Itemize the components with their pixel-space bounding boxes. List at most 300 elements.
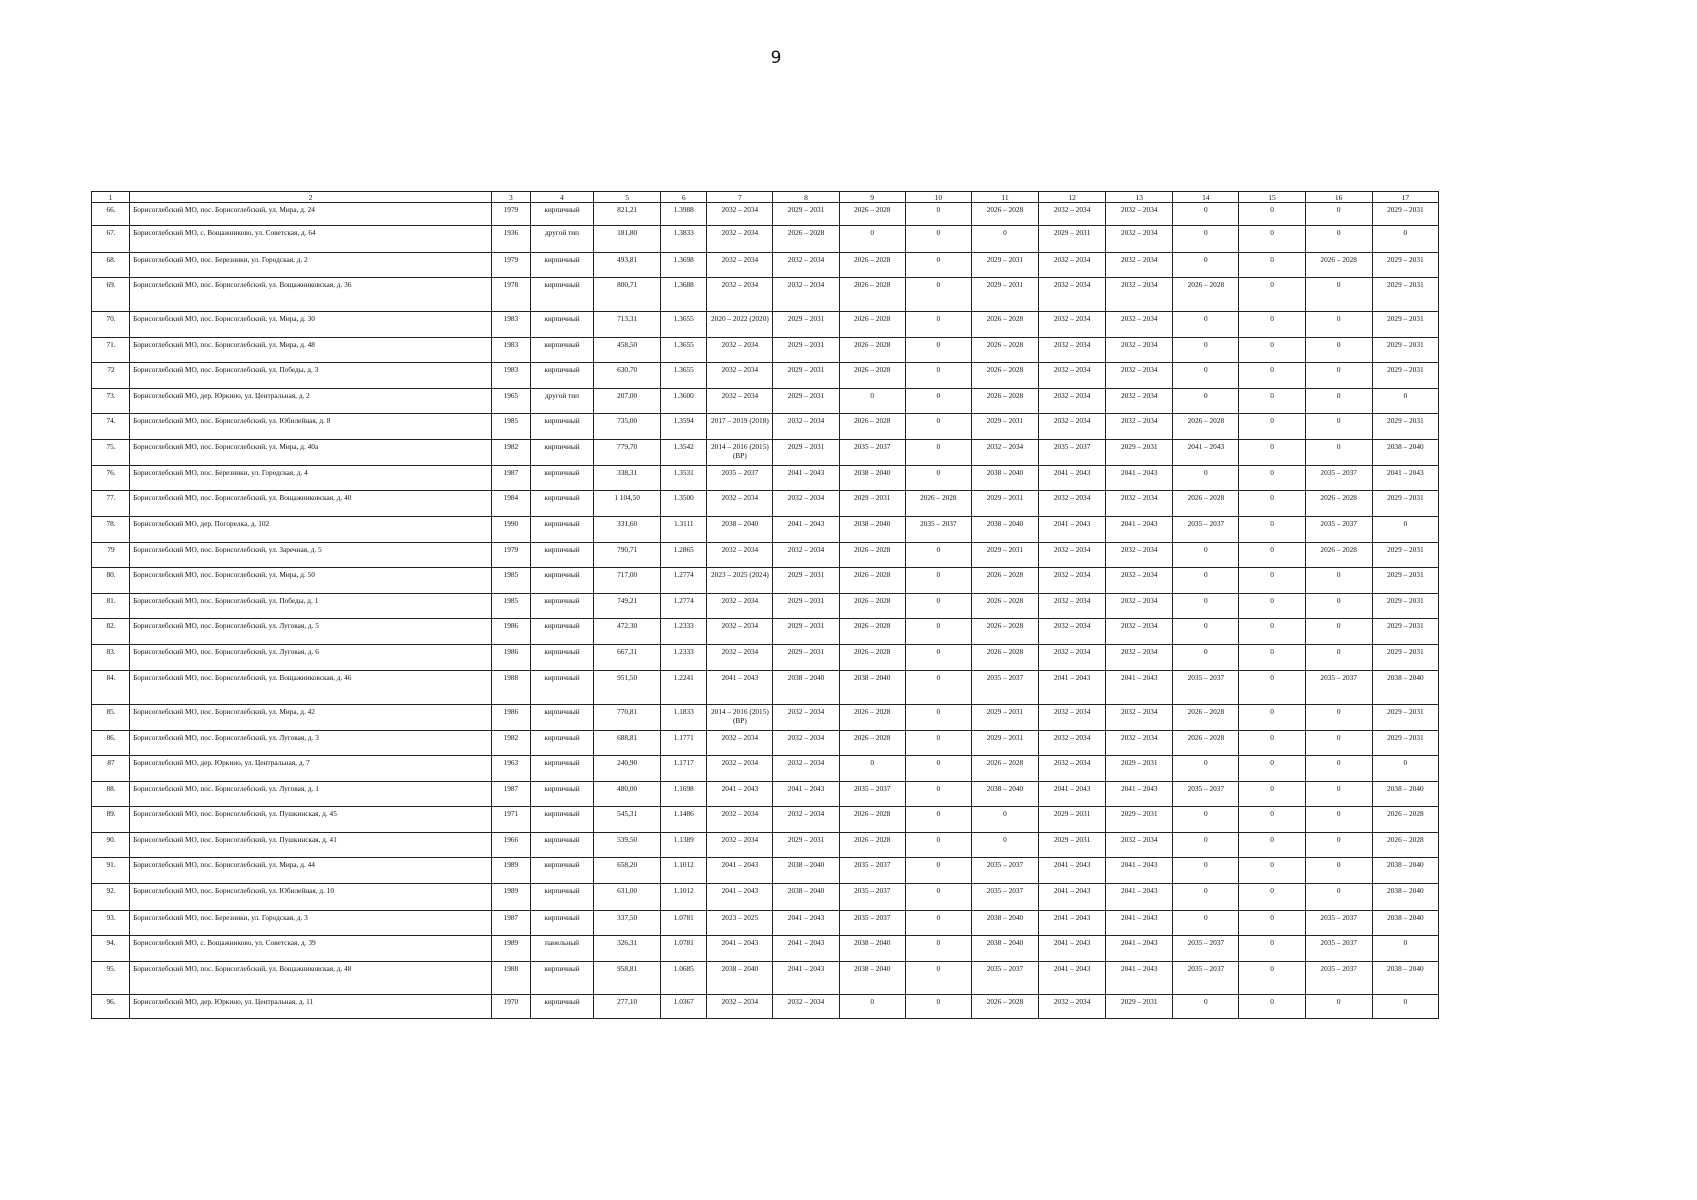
table-cell: 2026 – 2028 <box>971 568 1038 594</box>
table-cell: 1.3594 <box>661 414 707 440</box>
table-row <box>92 645 1439 671</box>
table-cell: 0 <box>1173 568 1239 594</box>
table-cell: 2032 – 2034 <box>773 253 839 278</box>
table-cell: 2032 – 2034 <box>1106 731 1173 756</box>
table-cell: кирпичный <box>530 671 593 705</box>
table-cell: 2026 – 2028 <box>839 363 905 389</box>
column-number-7: 7 <box>707 192 773 203</box>
table-cell: кирпичный <box>530 756 593 782</box>
table-cell: 2032 – 2034 <box>773 705 839 731</box>
table-cell: 472,30 <box>594 619 661 645</box>
table-cell: 2029 – 2031 <box>773 312 839 338</box>
table-cell: 0 <box>1239 517 1305 543</box>
table-cell: 688,81 <box>594 731 661 756</box>
table-cell: 1979 <box>491 543 530 568</box>
table-cell: 2032 – 2034 <box>707 645 773 671</box>
table-cell: 630,70 <box>594 363 661 389</box>
table-cell: 1989 <box>491 936 530 962</box>
table-cell: 2041 – 2043 <box>1039 911 1106 936</box>
row-number: 66. <box>92 203 130 226</box>
table-cell: 0 <box>1239 671 1305 705</box>
table-cell: 2026 – 2028 <box>839 543 905 568</box>
column-number-2: 2 <box>130 192 492 203</box>
row-number: 72 <box>92 363 130 389</box>
table-cell: 2035 – 2037 <box>1305 911 1372 936</box>
table-cell: 2041 – 2043 <box>1039 671 1106 705</box>
table-cell: 2035 – 2037 <box>971 962 1038 995</box>
table-cell: 2041 – 2043 <box>1039 884 1106 911</box>
table-cell: 0 <box>1173 253 1239 278</box>
address-cell: Борисоглебский МО, дер. Юркино, ул. Центральная, д. 2 <box>130 389 492 414</box>
row-number: 74. <box>92 414 130 440</box>
table-row <box>92 389 1439 414</box>
table-cell: кирпичный <box>530 705 593 731</box>
table-cell: 2026 – 2028 <box>1372 807 1438 833</box>
table-cell: 0 <box>1239 731 1305 756</box>
table-cell: кирпичный <box>530 911 593 936</box>
table-cell: 2029 – 2031 <box>1372 645 1438 671</box>
table-cell: 0 <box>971 833 1038 858</box>
row-number: 90. <box>92 833 130 858</box>
row-number: 94. <box>92 936 130 962</box>
table-cell: 1.2774 <box>661 594 707 619</box>
table-cell: 0 <box>1305 594 1372 619</box>
table-cell: 2032 – 2034 <box>1039 312 1106 338</box>
address-cell: Борисоглебский МО, пос. Березники, ул. Городская, д. 4 <box>130 466 492 491</box>
table-cell: 2032 – 2034 <box>1106 363 1173 389</box>
table-cell: 0 <box>1239 466 1305 491</box>
table-cell: кирпичный <box>530 312 593 338</box>
address-cell: Борисоглебский МО, пос. Борисоглебский, ул. Вощажниковская, д. 36 <box>130 278 492 312</box>
table-cell: 0 <box>1173 858 1239 884</box>
table-cell: 2041 – 2043 <box>1106 782 1173 807</box>
address-cell: Борисоглебский МО, пос. Борисоглебский, ул. Мира, д. 50 <box>130 568 492 594</box>
table-cell: 0 <box>1173 995 1239 1019</box>
table-cell: 1987 <box>491 911 530 936</box>
table-cell: 1966 <box>491 833 530 858</box>
table-cell: 0 <box>1239 312 1305 338</box>
table-cell: 2026 – 2028 <box>839 414 905 440</box>
table-cell: 2035 – 2037 <box>1173 517 1239 543</box>
table-cell: 0 <box>1173 645 1239 671</box>
table-cell: 2026 – 2028 <box>971 389 1038 414</box>
table-cell: 2032 – 2034 <box>1039 253 1106 278</box>
table-cell: кирпичный <box>530 833 593 858</box>
table-cell: 2032 – 2034 <box>1039 363 1106 389</box>
table-cell: 1986 <box>491 619 530 645</box>
table-cell: 1985 <box>491 414 530 440</box>
table-cell: 0 <box>1372 226 1438 253</box>
column-number-14: 14 <box>1173 192 1239 203</box>
table-cell: 2032 – 2034 <box>707 833 773 858</box>
table-cell: 0 <box>971 807 1038 833</box>
table-cell: 2026 – 2028 <box>839 312 905 338</box>
table-cell: 2041 – 2043 <box>1106 962 1173 995</box>
table-row <box>92 363 1439 389</box>
table-cell: 0 <box>1239 594 1305 619</box>
table-cell: 2032 – 2034 <box>707 594 773 619</box>
table-cell: 1.0781 <box>661 911 707 936</box>
table-cell: 0 <box>1173 226 1239 253</box>
table-cell: 2029 – 2031 <box>1106 756 1173 782</box>
table-cell: 2032 – 2034 <box>773 278 839 312</box>
table-cell: 1.2333 <box>661 619 707 645</box>
table-cell: 2026 – 2028 <box>1173 731 1239 756</box>
table-cell: 2041 – 2043 <box>1039 782 1106 807</box>
table-cell: 0 <box>1173 543 1239 568</box>
table-cell: 2029 – 2031 <box>1372 203 1438 226</box>
row-number: 79 <box>92 543 130 568</box>
address-cell: Борисоглебский МО, пос. Борисоглебский, ул. Мира, д. 42 <box>130 705 492 731</box>
table-cell: 1971 <box>491 807 530 833</box>
table-cell: 0 <box>1239 278 1305 312</box>
table-row <box>92 833 1439 858</box>
column-number-8: 8 <box>773 192 839 203</box>
table-cell: 958,81 <box>594 962 661 995</box>
table-cell: 2038 – 2040 <box>971 517 1038 543</box>
table-cell: 2026 – 2028 <box>905 491 971 517</box>
table-cell: 2026 – 2028 <box>1173 705 1239 731</box>
table-cell: 1982 <box>491 440 530 466</box>
table-cell: 2041 – 2043 <box>1106 911 1173 936</box>
table-cell: 2029 – 2031 <box>839 491 905 517</box>
table-cell: 0 <box>1239 253 1305 278</box>
table-cell: 2032 – 2034 <box>707 278 773 312</box>
address-cell: Борисоглебский МО, пос. Борисоглебский, ул. Заречная, д. 5 <box>130 543 492 568</box>
row-number: 85. <box>92 705 130 731</box>
table-cell: 2032 – 2034 <box>1039 414 1106 440</box>
table-cell: 539,50 <box>594 833 661 858</box>
table-cell: 2029 – 2031 <box>971 705 1038 731</box>
table-cell: 2032 – 2034 <box>1106 833 1173 858</box>
table-cell: 1.2241 <box>661 671 707 705</box>
table-cell: 0 <box>1173 312 1239 338</box>
table-cell: 2026 – 2028 <box>971 363 1038 389</box>
table-row <box>92 962 1439 995</box>
table-cell: 2032 – 2034 <box>707 756 773 782</box>
table-row <box>92 671 1439 705</box>
table-cell: 0 <box>905 389 971 414</box>
table-cell: 2032 – 2034 <box>707 491 773 517</box>
table-cell: 0 <box>1305 731 1372 756</box>
table-cell: 0 <box>905 995 971 1019</box>
address-cell: Борисоглебский МО, с. Вощажниково, ул. Советская, д. 39 <box>130 936 492 962</box>
column-number-1: 1 <box>92 192 130 203</box>
table-cell: 0 <box>905 671 971 705</box>
table-cell: кирпичный <box>530 517 593 543</box>
table-cell: 2029 – 2031 <box>1372 594 1438 619</box>
table-cell: 2041 – 2043 <box>1039 936 1106 962</box>
table-cell: 1983 <box>491 363 530 389</box>
table-cell: 800,71 <box>594 278 661 312</box>
table-cell: 1.3655 <box>661 363 707 389</box>
table-row <box>92 858 1439 884</box>
table-cell: 2032 – 2034 <box>773 807 839 833</box>
table-cell: 0 <box>1372 936 1438 962</box>
table-cell: 0 <box>1173 363 1239 389</box>
table-cell: 2038 – 2040 <box>1372 671 1438 705</box>
table-cell: 0 <box>905 253 971 278</box>
table-cell: 2041 – 2043 <box>1106 466 1173 491</box>
table-cell: 2029 – 2031 <box>1372 619 1438 645</box>
column-number-13: 13 <box>1106 192 1173 203</box>
table-cell: 2026 – 2028 <box>971 619 1038 645</box>
table-cell: 0 <box>905 884 971 911</box>
table-cell: 0 <box>1173 389 1239 414</box>
table-row <box>92 731 1439 756</box>
table-cell: 2041 – 2043 <box>773 466 839 491</box>
table-cell: 2026 – 2028 <box>839 807 905 833</box>
table-row <box>92 756 1439 782</box>
table-cell: 0 <box>1305 858 1372 884</box>
table-cell: 2041 – 2043 <box>1106 517 1173 543</box>
row-number: 77. <box>92 491 130 517</box>
table-cell: 2032 – 2034 <box>1039 389 1106 414</box>
table-cell: 2026 – 2028 <box>971 312 1038 338</box>
address-cell: Борисоглебский МО, пос. Борисоглебский, ул. Мира, д. 24 <box>130 203 492 226</box>
table-cell: 2026 – 2028 <box>839 253 905 278</box>
table-cell: 2035 – 2037 <box>1305 517 1372 543</box>
table-cell: 2041 – 2043 <box>773 936 839 962</box>
table-cell: 2032 – 2034 <box>773 731 839 756</box>
table-cell: 493,81 <box>594 253 661 278</box>
table-cell: другой тип <box>530 389 593 414</box>
table-cell: 0 <box>1239 995 1305 1019</box>
table-cell: 2026 – 2028 <box>971 338 1038 363</box>
table-row <box>92 491 1439 517</box>
table-cell: 0 <box>1305 995 1372 1019</box>
table-cell: 2029 – 2031 <box>773 203 839 226</box>
table-cell: 0 <box>905 363 971 389</box>
table-cell: 2032 – 2034 <box>773 995 839 1019</box>
table-cell: 2026 – 2028 <box>1173 414 1239 440</box>
table-cell: 331,60 <box>594 517 661 543</box>
table-cell: 2029 – 2031 <box>773 338 839 363</box>
table-cell: 2029 – 2031 <box>1039 226 1106 253</box>
table-cell: 2041 – 2043 <box>773 517 839 543</box>
table-cell: 2032 – 2034 <box>707 203 773 226</box>
table-cell: 0 <box>905 203 971 226</box>
table-cell: 2035 – 2037 <box>839 782 905 807</box>
table-cell: 2026 – 2028 <box>773 226 839 253</box>
table-cell: 2038 – 2040 <box>839 936 905 962</box>
address-cell: Борисоглебский МО, пос. Борисоглебский, ул. Луговая, д. 5 <box>130 619 492 645</box>
table-cell: 0 <box>1239 389 1305 414</box>
table-cell: 2032 – 2034 <box>1106 645 1173 671</box>
table-cell: 2032 – 2034 <box>707 807 773 833</box>
address-cell: Борисоглебский МО, пос. Борисоглебский, ул. Пушкинская, д. 41 <box>130 833 492 858</box>
address-cell: Борисоглебский МО, пос. Борисоглебский, ул. Мира, д. 48 <box>130 338 492 363</box>
table-cell: 2026 – 2028 <box>839 619 905 645</box>
table-cell: 2032 – 2034 <box>707 995 773 1019</box>
register-table <box>91 191 1439 1019</box>
column-number-17: 17 <box>1372 192 1438 203</box>
table-row <box>92 782 1439 807</box>
table-cell: 2041 – 2043 <box>773 782 839 807</box>
table-row <box>92 414 1439 440</box>
table-cell: 2026 – 2028 <box>971 645 1038 671</box>
table-cell: 1.1771 <box>661 731 707 756</box>
table-cell: 480,00 <box>594 782 661 807</box>
table-cell: 1.3531 <box>661 466 707 491</box>
table-cell: 0 <box>1305 203 1372 226</box>
table-cell: 2032 – 2034 <box>1106 253 1173 278</box>
table-cell: 2032 – 2034 <box>1106 543 1173 568</box>
table-cell: 1.3698 <box>661 253 707 278</box>
table-cell: 2032 – 2034 <box>1039 731 1106 756</box>
table-cell: 0 <box>1239 203 1305 226</box>
table-row <box>92 517 1439 543</box>
table-cell: 0 <box>1239 705 1305 731</box>
table-cell: 0 <box>1239 491 1305 517</box>
table-cell: 2032 – 2034 <box>773 491 839 517</box>
table-cell: 2026 – 2028 <box>1305 253 1372 278</box>
address-cell: Борисоглебский МО, пос. Борисоглебский, ул. Луговая, д. 1 <box>130 782 492 807</box>
address-cell: Борисоглебский МО, пос. Борисоглебский, ул. Вощажниковская, д. 46 <box>130 671 492 705</box>
table-cell: 2026 – 2028 <box>971 756 1038 782</box>
table-cell: 779,70 <box>594 440 661 466</box>
row-number: 68. <box>92 253 130 278</box>
table-cell: 0 <box>905 619 971 645</box>
table-cell: 951,50 <box>594 671 661 705</box>
table-cell: 2032 – 2034 <box>1106 705 1173 731</box>
row-number: 75. <box>92 440 130 466</box>
table-cell: 2026 – 2028 <box>839 203 905 226</box>
table-cell: 1936 <box>491 226 530 253</box>
table-cell: 2041 – 2043 <box>707 936 773 962</box>
table-cell: 2032 – 2034 <box>773 756 839 782</box>
table-cell: 1989 <box>491 884 530 911</box>
table-row <box>92 884 1439 911</box>
address-cell: Борисоглебский МО, пос. Борисоглебский, ул. Луговая, д. 6 <box>130 645 492 671</box>
table-cell: 2026 – 2028 <box>839 731 905 756</box>
table-cell: 2026 – 2028 <box>971 203 1038 226</box>
table-cell: 0 <box>1305 363 1372 389</box>
table-cell: 1983 <box>491 312 530 338</box>
table-cell: 2041 – 2043 <box>1039 858 1106 884</box>
table-cell: 735,00 <box>594 414 661 440</box>
table-cell: 2035 – 2037 <box>971 671 1038 705</box>
table-cell: 0 <box>1239 414 1305 440</box>
table-cell: 0 <box>905 911 971 936</box>
table-cell: 2032 – 2034 <box>1039 568 1106 594</box>
column-number-11: 11 <box>971 192 1038 203</box>
table-cell: 2038 – 2040 <box>971 911 1038 936</box>
table-cell: 2038 – 2040 <box>773 671 839 705</box>
table-cell: 2038 – 2040 <box>773 884 839 911</box>
table-cell: кирпичный <box>530 594 593 619</box>
table-row <box>92 568 1439 594</box>
table-cell: 0 <box>905 705 971 731</box>
table-cell: 1.1717 <box>661 756 707 782</box>
table-cell: 2032 – 2034 <box>971 440 1038 466</box>
table-cell: 2029 – 2031 <box>1372 568 1438 594</box>
address-cell: Борисоглебский МО, пос. Борисоглебский, ул. Победы, д. 1 <box>130 594 492 619</box>
table-cell: кирпичный <box>530 466 593 491</box>
table-cell: 0 <box>905 936 971 962</box>
table-cell: 2026 – 2028 <box>839 278 905 312</box>
table-cell: 277,10 <box>594 995 661 1019</box>
table-cell: 2041 – 2043 <box>1106 858 1173 884</box>
table-cell: 0 <box>1372 995 1438 1019</box>
table-cell: кирпичный <box>530 491 593 517</box>
table-cell: 2032 – 2034 <box>1106 619 1173 645</box>
table-cell: 2029 – 2031 <box>1106 440 1173 466</box>
table-cell: 2035 – 2037 <box>839 911 905 936</box>
table-cell: 0 <box>905 414 971 440</box>
table-cell: 2041 – 2043 <box>707 671 773 705</box>
table-cell: 2038 – 2040 <box>839 671 905 705</box>
table-cell: 2029 – 2031 <box>1372 253 1438 278</box>
address-cell: Борисоглебский МО, пос. Борисоглебский, ул. Луговая, д. 3 <box>130 731 492 756</box>
column-number-16: 16 <box>1305 192 1372 203</box>
table-cell: 0 <box>905 440 971 466</box>
table-cell: 0 <box>1173 833 1239 858</box>
table-cell: 0 <box>1239 756 1305 782</box>
table-cell: 0 <box>1305 226 1372 253</box>
table-row <box>92 995 1439 1019</box>
table-cell: 0 <box>905 807 971 833</box>
table-cell: 1965 <box>491 389 530 414</box>
table-cell: 0 <box>905 312 971 338</box>
table-row <box>92 338 1439 363</box>
column-number-12: 12 <box>1039 192 1106 203</box>
table-cell: 2032 – 2034 <box>707 543 773 568</box>
table-cell: 2035 – 2037 <box>839 858 905 884</box>
table-cell: 2029 – 2031 <box>773 833 839 858</box>
table-cell: 2035 – 2037 <box>971 884 1038 911</box>
table-cell: 2035 – 2037 <box>1305 466 1372 491</box>
table-cell: 1985 <box>491 594 530 619</box>
column-number-10: 10 <box>905 192 971 203</box>
table-cell: 2038 – 2040 <box>1372 962 1438 995</box>
address-cell: Борисоглебский МО, с. Вощажниково, ул. Советская, д. 64 <box>130 226 492 253</box>
table-cell: 0 <box>1239 338 1305 363</box>
table-cell: 2032 – 2034 <box>1106 226 1173 253</box>
table-cell: 1987 <box>491 782 530 807</box>
table-cell: 0 <box>839 389 905 414</box>
table-cell: 2029 – 2031 <box>1106 807 1173 833</box>
table-cell: кирпичный <box>530 995 593 1019</box>
table-cell: кирпичный <box>530 278 593 312</box>
table-cell: 717,00 <box>594 568 661 594</box>
table-cell: 790,71 <box>594 543 661 568</box>
table-cell: 1986 <box>491 705 530 731</box>
table-cell: 1989 <box>491 858 530 884</box>
table-cell: 0 <box>905 962 971 995</box>
table-cell: кирпичный <box>530 884 593 911</box>
table-cell: 1978 <box>491 278 530 312</box>
table-cell: 0 <box>905 278 971 312</box>
table-cell: 0 <box>1305 414 1372 440</box>
table-cell: 2035 – 2037 <box>1173 782 1239 807</box>
table-cell: 2041 – 2043 <box>707 858 773 884</box>
table-cell: 2041 – 2043 <box>773 911 839 936</box>
table-cell: 2032 – 2034 <box>1039 203 1106 226</box>
address-cell: Борисоглебский МО, дер. Погорелка, д. 102 <box>130 517 492 543</box>
table-cell: 0 <box>1305 278 1372 312</box>
table-cell: 1.3111 <box>661 517 707 543</box>
table-cell: 0 <box>1239 226 1305 253</box>
table-cell: 1986 <box>491 645 530 671</box>
table-cell: 2029 – 2031 <box>1372 312 1438 338</box>
table-cell: 2029 – 2031 <box>1372 543 1438 568</box>
table-cell: 0 <box>1305 645 1372 671</box>
address-cell: Борисоглебский МО, дер. Юркино, ул. Центральная, д. 11 <box>130 995 492 1019</box>
table-cell: 0 <box>1239 363 1305 389</box>
table-cell: 2032 – 2034 <box>1039 705 1106 731</box>
table-cell: 1.3600 <box>661 389 707 414</box>
